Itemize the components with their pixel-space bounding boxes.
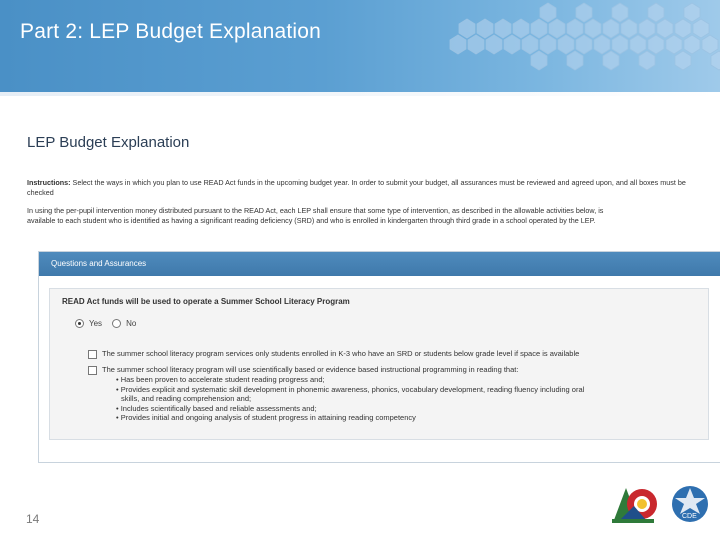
intro-text [27, 206, 709, 226]
radio-no[interactable] [112, 319, 121, 328]
bullet-item: • Includes scientifically based and reliable assessments and; [116, 403, 317, 413]
intro-line: available to each student who is identified as having a significant reading deficiency (SRD) and who is enrolled in kindergarten through third grade in a school operated by the LEP. [27, 216, 596, 225]
assurance-text-1: The summer school literacy program services only students enrolled in K-3 who have an SRD or students below grade level if space is available [102, 349, 580, 358]
radio-yes[interactable] [75, 319, 84, 328]
questions-panel [38, 251, 720, 463]
page-number: 14 [26, 512, 40, 526]
page-heading: LEP Budget Explanation [27, 134, 190, 151]
cde-logo [672, 486, 708, 522]
instructions-body: Select the ways in which you plan to use READ Act funds in the upcoming budget year. In order to submit your budget, all assurances must be reviewed and agreed upon, and all boxes must be checked [27, 178, 686, 197]
colorado-state-logo [612, 488, 657, 523]
question-card [49, 288, 709, 440]
radio-selected-dot [78, 322, 81, 325]
assurance-checkbox-1[interactable] [88, 350, 97, 359]
bullet-item: • Has been proven to accelerate student reading progress and; [116, 375, 325, 384]
radio-no-label: No [126, 319, 137, 328]
slide-header [0, 0, 720, 92]
radio-yes-label: Yes [89, 319, 103, 328]
assurance-checkbox-2[interactable] [88, 366, 97, 375]
radio-group [75, 319, 136, 328]
assurance-text-2: The summer school literacy program will use scientifically based or evidence based instructional programming in reading that: [102, 365, 519, 374]
question-title: READ Act funds will be used to operate a Summer School Literacy Program [62, 297, 350, 306]
slide-title: Part 2: LEP Budget Explanation [20, 20, 321, 43]
header-divider [0, 92, 720, 96]
bullet-item: • Provides initial and ongoing analysis of student progress in attaining reading competency [116, 413, 416, 423]
intro-line: In using the per-pupil intervention money distributed pursuant to the READ Act, each LEP shall ensure that some type of intervention, as described in the allowable activities below, is [27, 206, 604, 215]
bullet-list [116, 375, 584, 423]
bullet-item: skills, and reading comprehension and; [121, 394, 252, 404]
hexagon-pattern [430, 0, 720, 92]
logos [612, 482, 720, 528]
bullet-item: • Provides explicit and systematic skill development in phonemic awareness, phonics, vocabulary development, reading fluency including oral [116, 384, 585, 394]
instructions-label: Instructions: [27, 178, 71, 187]
cde-logo-text: CDE [682, 513, 697, 520]
instructions-text [27, 178, 709, 198]
panel-heading: Questions and Assurances [39, 252, 720, 276]
